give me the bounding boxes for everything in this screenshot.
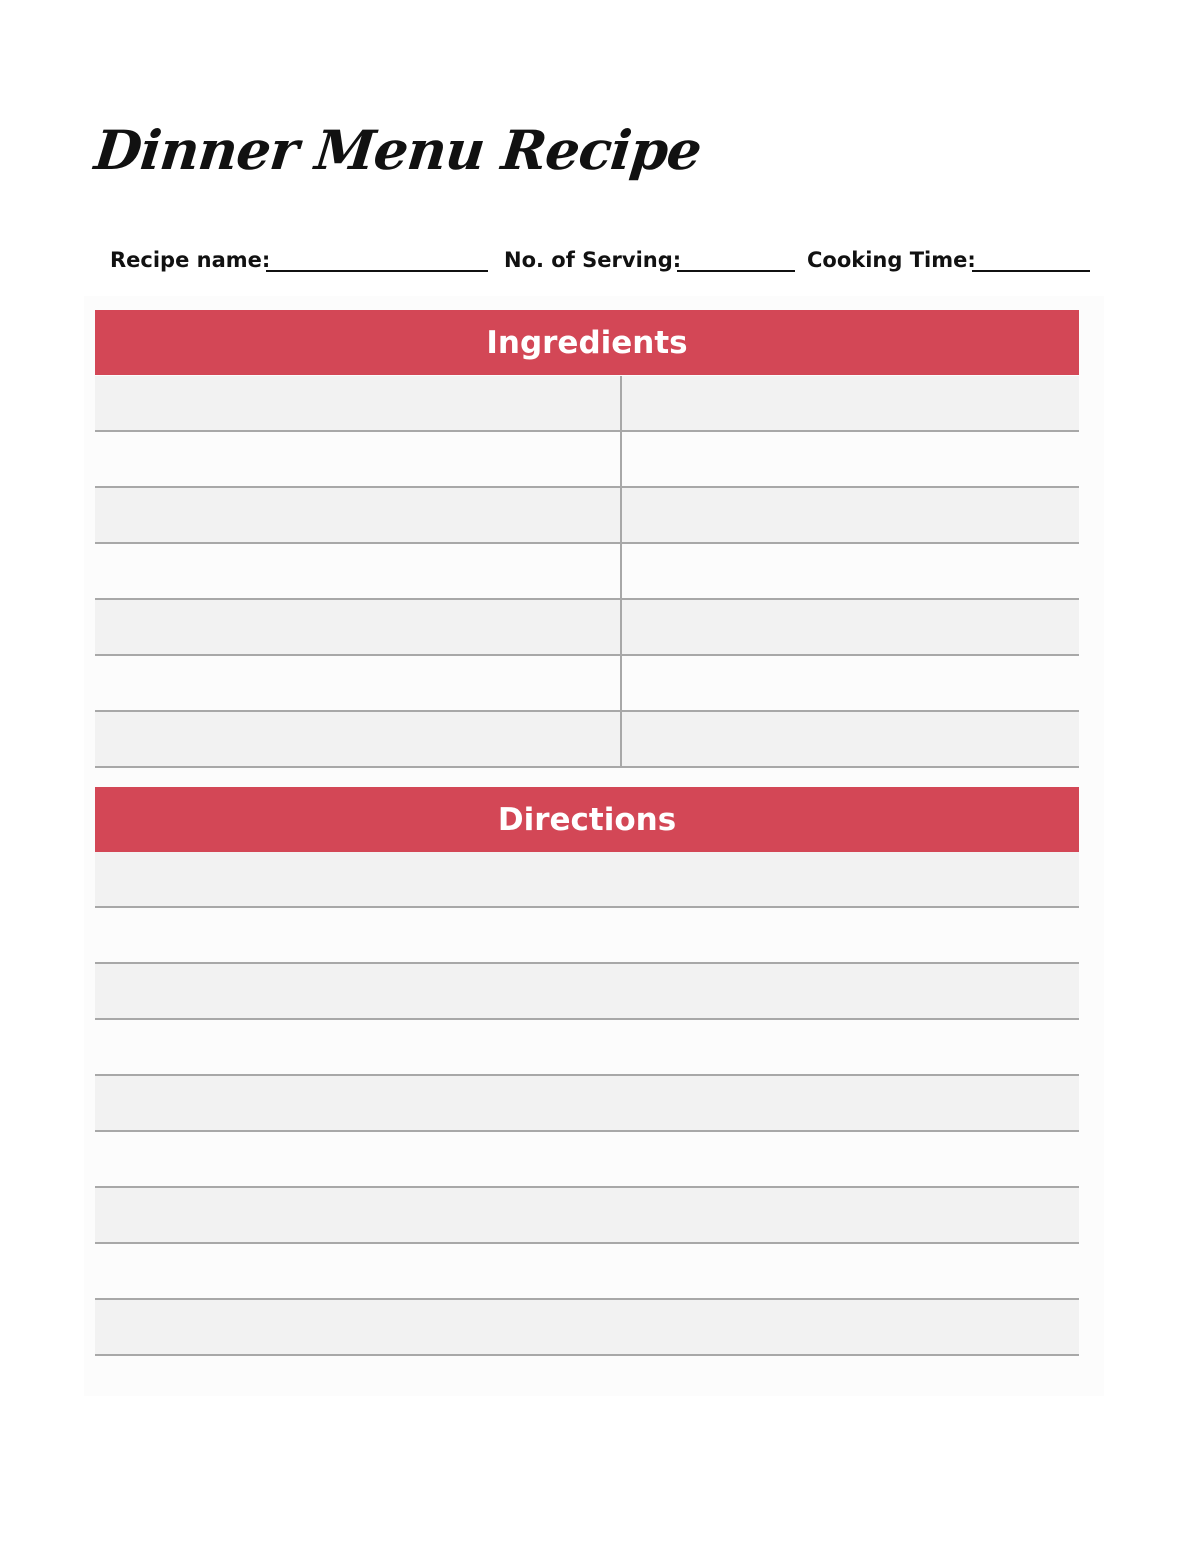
ingredient-row [95, 432, 1079, 488]
ingredient-input-left[interactable] [95, 432, 622, 486]
direction-row [95, 1076, 1079, 1132]
ingredient-input-left[interactable] [95, 544, 622, 598]
direction-input-full[interactable] [95, 1076, 1079, 1130]
servings-label: No. of Serving: [504, 248, 682, 272]
direction-input-full[interactable] [95, 1132, 1079, 1186]
direction-input-full[interactable] [95, 964, 1079, 1018]
direction-input-full[interactable] [95, 908, 1079, 962]
ingredient-input-right[interactable] [622, 656, 1079, 710]
recipe-name-input[interactable] [266, 240, 488, 272]
recipe-name-label: Recipe name: [110, 248, 271, 272]
direction-input-full[interactable] [95, 1244, 1079, 1298]
cooking-time-label: Cooking Time: [807, 248, 976, 272]
direction-row [95, 964, 1079, 1020]
direction-input-full[interactable] [95, 852, 1079, 906]
directions-header: Directions [95, 787, 1079, 852]
servings-field [504, 240, 795, 272]
direction-row [95, 1244, 1079, 1300]
ingredient-row [95, 656, 1079, 712]
cooking-time-field [807, 240, 1090, 272]
ingredient-row [95, 600, 1079, 656]
recipe-name-field [110, 240, 488, 272]
direction-row [95, 1132, 1079, 1188]
direction-row [95, 1020, 1079, 1076]
ingredient-row [95, 712, 1079, 768]
cooking-time-input[interactable] [972, 240, 1090, 272]
direction-row [95, 908, 1079, 964]
ingredient-input-right[interactable] [622, 544, 1079, 598]
ingredient-row [95, 488, 1079, 544]
ingredients-header: Ingredients [95, 310, 1079, 375]
ingredient-input-right[interactable] [622, 488, 1079, 542]
direction-input-full[interactable] [95, 1300, 1079, 1354]
ingredient-input-left[interactable] [95, 376, 622, 430]
ingredient-input-left[interactable] [95, 488, 622, 542]
direction-input-full[interactable] [95, 1020, 1079, 1074]
direction-row [95, 1300, 1079, 1356]
ingredient-row [95, 544, 1079, 600]
servings-input[interactable] [677, 240, 795, 272]
ingredient-row [95, 376, 1079, 432]
ingredient-input-right[interactable] [622, 600, 1079, 654]
directions-list [95, 852, 1079, 1356]
ingredient-input-right[interactable] [622, 432, 1079, 486]
direction-input-full[interactable] [95, 1188, 1079, 1242]
direction-row [95, 1188, 1079, 1244]
ingredient-input-left[interactable] [95, 600, 622, 654]
ingredient-input-right[interactable] [622, 712, 1079, 766]
page-title: Dinner Menu Recipe [91, 118, 705, 182]
direction-row [95, 852, 1079, 908]
ingredient-input-left[interactable] [95, 656, 622, 710]
ingredients-table [95, 376, 1079, 768]
ingredient-input-right[interactable] [622, 376, 1079, 430]
ingredient-input-left[interactable] [95, 712, 622, 766]
